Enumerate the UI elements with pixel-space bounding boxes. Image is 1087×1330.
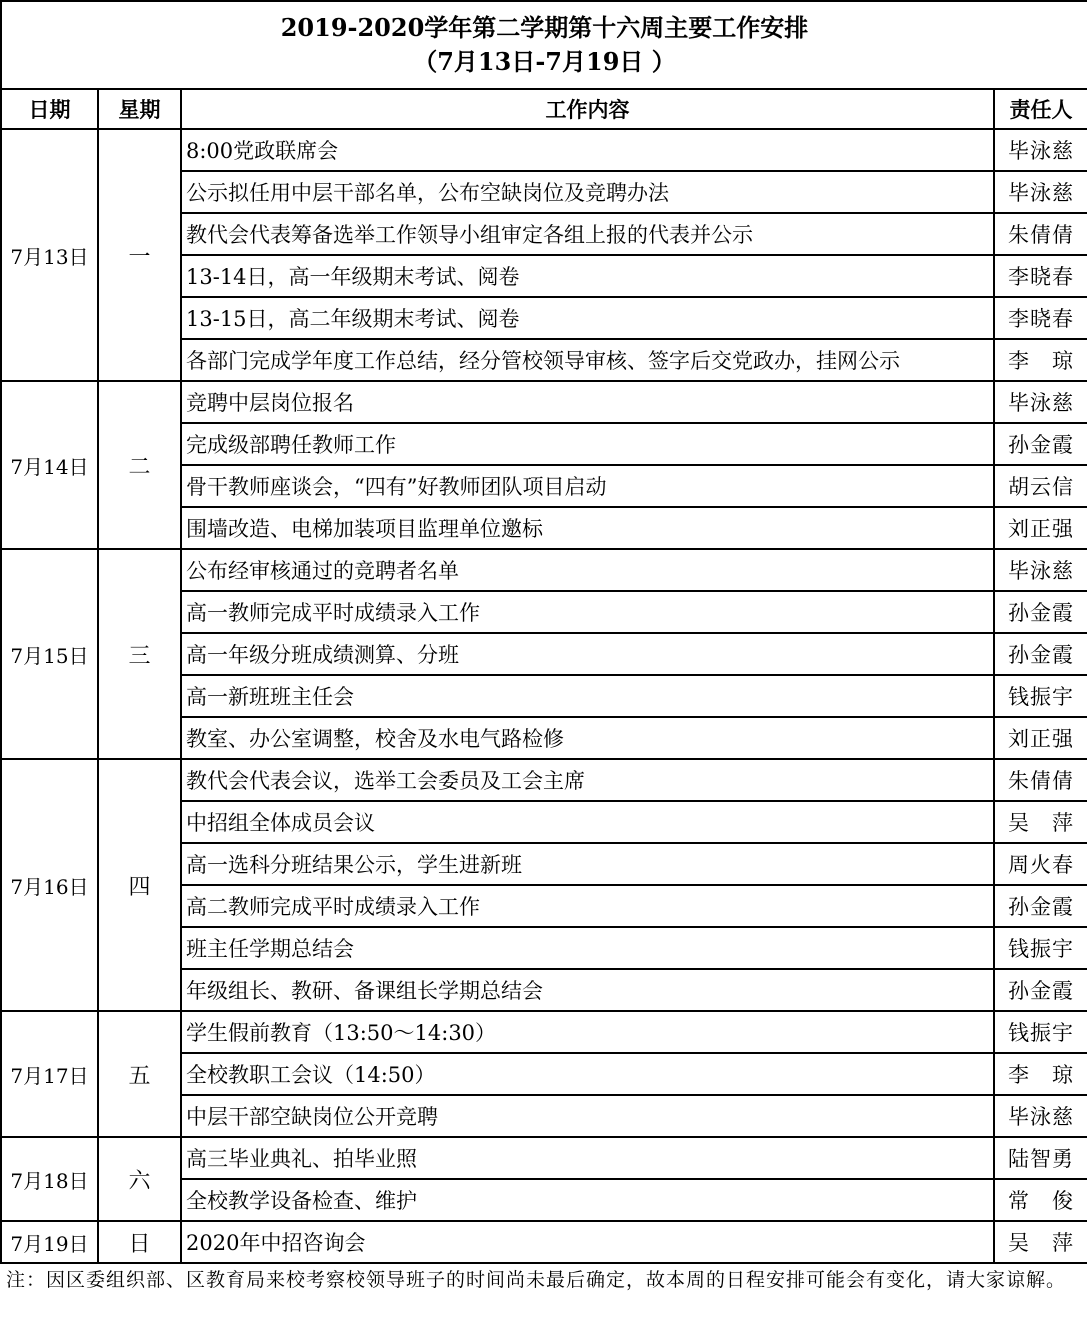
responsible-person-cell: 毕泳慈 (994, 1095, 1087, 1137)
weekday-cell: 三 (98, 549, 181, 759)
task-content-cell: 13-15日，高二年级期末考试、阅卷 (181, 297, 994, 339)
header-weekday: 星期 (98, 89, 181, 129)
date-cell: 7月14日 (1, 381, 98, 549)
header-date: 日期 (1, 89, 98, 129)
table-row (1, 549, 1087, 591)
responsible-person-cell: 李 琼 (994, 339, 1087, 381)
table-row (1, 759, 1087, 801)
responsible-person-cell: 胡云信 (994, 465, 1087, 507)
weekday-cell: 四 (98, 759, 181, 1011)
responsible-person-cell: 周火春 (994, 843, 1087, 885)
task-content-cell: 高一年级分班成绩测算、分班 (181, 633, 994, 675)
weekday-cell: 一 (98, 129, 181, 381)
table-row (1, 129, 1087, 171)
responsible-person-cell: 朱倩倩 (994, 213, 1087, 255)
table-row (1, 381, 1087, 423)
responsible-person-cell: 孙金霞 (994, 885, 1087, 927)
responsible-person-cell: 李晓春 (994, 297, 1087, 339)
table-row (1, 1221, 1087, 1263)
weekday-cell: 二 (98, 381, 181, 549)
task-content-cell: 班主任学期总结会 (181, 927, 994, 969)
task-content-cell: 全校教学设备检查、维护 (181, 1179, 994, 1221)
table-row (1, 1011, 1087, 1053)
task-content-cell: 高三毕业典礼、拍毕业照 (181, 1137, 994, 1179)
weekday-cell: 日 (98, 1221, 181, 1263)
responsible-person-cell: 钱振宇 (994, 927, 1087, 969)
header-row (1, 89, 1087, 129)
responsible-person-cell: 钱振宇 (994, 1011, 1087, 1053)
task-content-cell: 教代会代表筹备选举工作领导小组审定各组上报的代表并公示 (181, 213, 994, 255)
task-content-cell: 公布经审核通过的竞聘者名单 (181, 549, 994, 591)
task-content-cell: 学生假前教育（13:50～14:30） (181, 1011, 994, 1053)
task-content-cell: 完成级部聘任教师工作 (181, 423, 994, 465)
title-line-2: （7月13日-7月19日 ） (413, 47, 676, 76)
task-content-cell: 8:00党政联席会 (181, 129, 994, 171)
responsible-person-cell: 孙金霞 (994, 423, 1087, 465)
footnote: 注：因区委组织部、区教育局来校考察校领导班子的时间尚未最后确定，故本周的日程安排可能会有变化，请大家谅解。 (6, 1269, 1067, 1291)
task-content-cell: 中招组全体成员会议 (181, 801, 994, 843)
weekday-cell: 五 (98, 1011, 181, 1137)
date-cell: 7月13日 (1, 129, 98, 381)
task-content-cell: 公示拟任用中层干部名单，公布空缺岗位及竞聘办法 (181, 171, 994, 213)
responsible-person-cell: 陆智勇 (994, 1137, 1087, 1179)
responsible-person-cell: 毕泳慈 (994, 549, 1087, 591)
task-content-cell: 中层干部空缺岗位公开竞聘 (181, 1095, 994, 1137)
header-content: 工作内容 (181, 89, 994, 129)
responsible-person-cell: 常 俊 (994, 1179, 1087, 1221)
task-content-cell: 围墙改造、电梯加装项目监理单位邀标 (181, 507, 994, 549)
table-row (1, 1137, 1087, 1179)
date-cell: 7月16日 (1, 759, 98, 1011)
responsible-person-cell: 吴 萍 (994, 801, 1087, 843)
responsible-person-cell: 李 琼 (994, 1053, 1087, 1095)
task-content-cell: 高一教师完成平时成绩录入工作 (181, 591, 994, 633)
title-row (1, 1, 1087, 89)
task-content-cell: 教室、办公室调整，校舍及水电气路检修 (181, 717, 994, 759)
task-content-cell: 高一新班班主任会 (181, 675, 994, 717)
task-content-cell: 各部门完成学年度工作总结，经分管校领导审核、签字后交党政办，挂网公示 (181, 339, 994, 381)
task-content-cell: 全校教职工会议（14:50） (181, 1053, 994, 1095)
responsible-person-cell: 刘正强 (994, 717, 1087, 759)
date-cell: 7月15日 (1, 549, 98, 759)
responsible-person-cell: 钱振宇 (994, 675, 1087, 717)
responsible-person-cell: 毕泳慈 (994, 381, 1087, 423)
task-content-cell: 教代会代表会议，选举工会委员及工会主席 (181, 759, 994, 801)
task-content-cell: 年级组长、教研、备课组长学期总结会 (181, 969, 994, 1011)
responsible-person-cell: 李晓春 (994, 255, 1087, 297)
task-content-cell: 竞聘中层岗位报名 (181, 381, 994, 423)
task-content-cell: 高二教师完成平时成绩录入工作 (181, 885, 994, 927)
responsible-person-cell: 吴 萍 (994, 1221, 1087, 1263)
date-cell: 7月19日 (1, 1221, 98, 1263)
title-line-1: 2019-2020学年第二学期第十六周主要工作安排 (280, 13, 809, 42)
header-person: 责任人 (994, 89, 1087, 129)
responsible-person-cell: 朱倩倩 (994, 759, 1087, 801)
task-content-cell: 骨干教师座谈会，“四有”好教师团队项目启动 (181, 465, 994, 507)
responsible-person-cell: 孙金霞 (994, 633, 1087, 675)
responsible-person-cell: 孙金霞 (994, 591, 1087, 633)
task-content-cell: 2020年中招咨询会 (181, 1221, 994, 1263)
responsible-person-cell: 孙金霞 (994, 969, 1087, 1011)
task-content-cell: 高一选科分班结果公示，学生进新班 (181, 843, 994, 885)
date-cell: 7月18日 (1, 1137, 98, 1221)
weekday-cell: 六 (98, 1137, 181, 1221)
responsible-person-cell: 毕泳慈 (994, 129, 1087, 171)
title-cell (1, 1, 1087, 89)
responsible-person-cell: 毕泳慈 (994, 171, 1087, 213)
task-content-cell: 13-14日，高一年级期末考试、阅卷 (181, 255, 994, 297)
date-cell: 7月17日 (1, 1011, 98, 1137)
responsible-person-cell: 刘正强 (994, 507, 1087, 549)
